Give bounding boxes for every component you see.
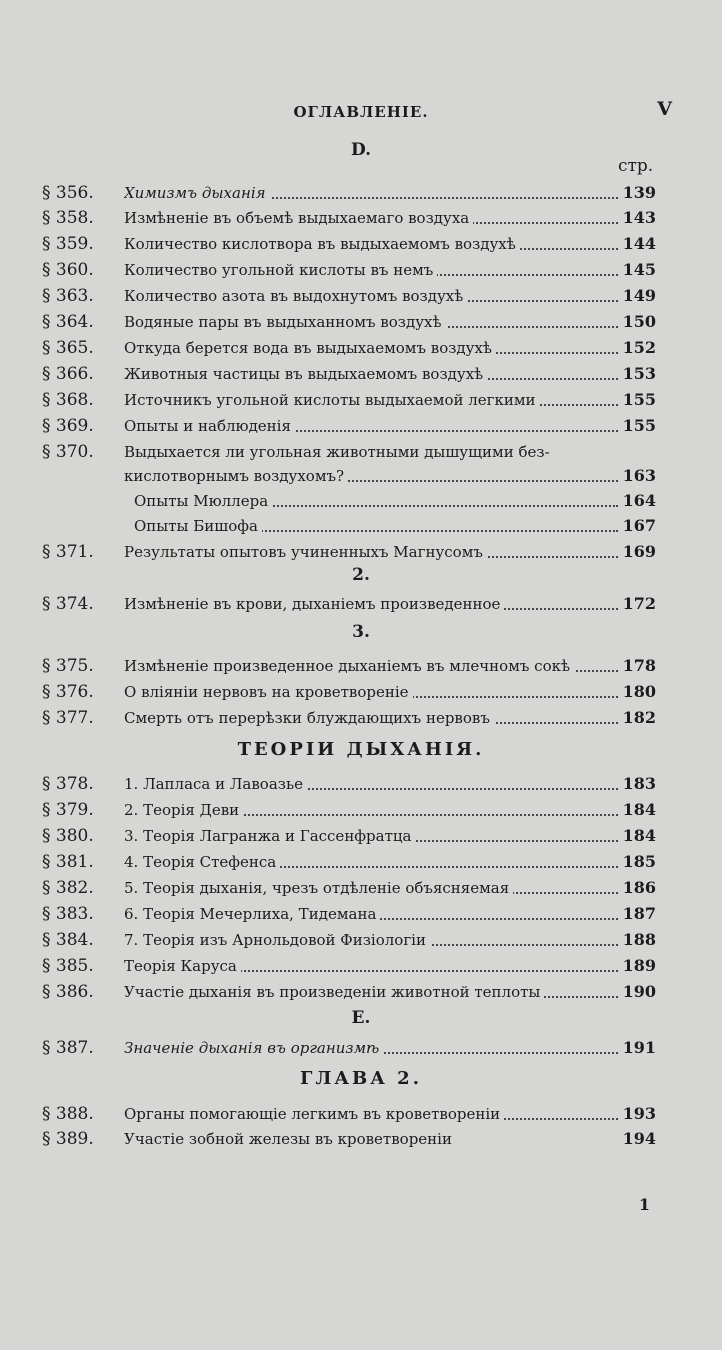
toc-row xyxy=(0,336,722,360)
entry-title: 6. Теорія Мечерлиха, Тидемана xyxy=(124,905,380,923)
entry-page: 193 xyxy=(622,1104,656,1123)
section-number: § 377. xyxy=(42,708,94,728)
section-heading-2: 2. xyxy=(352,565,370,585)
section-number: § 382. xyxy=(42,878,94,898)
toc-row xyxy=(0,706,722,730)
entry-page: 144 xyxy=(622,234,656,253)
entry-page: 190 xyxy=(622,982,656,1001)
toc-row xyxy=(0,980,722,1004)
entry-page: 155 xyxy=(622,390,656,409)
section-number: § 389. xyxy=(42,1129,94,1149)
toc-row xyxy=(0,206,722,230)
entry-title: 7. Теорія изъ Арнольдовой Физіологіи xyxy=(124,931,430,949)
entry-title: Опыты Мюллера xyxy=(134,492,272,510)
entry-page: 182 xyxy=(622,708,656,727)
entry-title: Количество угольной кислоты въ немъ xyxy=(124,261,437,279)
entry-page: 178 xyxy=(622,656,656,675)
entry-title: Количество кислотвора въ выдыхаемомъ воздухѣ xyxy=(124,235,520,253)
section-number: § 381. xyxy=(42,852,94,872)
section-number: § 388. xyxy=(42,1104,94,1124)
section-number: § 364. xyxy=(42,312,94,332)
toc-row xyxy=(0,232,722,256)
entry-title: Количество азота въ выдохнутомъ воздухѣ xyxy=(124,287,467,305)
section-number: § 363. xyxy=(42,286,94,306)
entry-title: Химизмъ дыханія xyxy=(124,184,270,202)
entry-title: Значеніе дыханія въ организмѣ xyxy=(124,1039,383,1057)
entry-page: 194 xyxy=(622,1129,656,1148)
entry-page: 183 xyxy=(622,774,656,793)
entry-title: Результаты опытовъ учиненныхъ Магнусомъ xyxy=(124,543,487,561)
entry-title: Теорія Каруса xyxy=(124,957,241,975)
toc-row xyxy=(0,414,722,438)
entry-title: Измѣненіе въ объемѣ выдыхаемаго воздуха xyxy=(124,209,473,227)
entry-page: 180 xyxy=(622,682,656,701)
entry-title: Опыты и наблюденія xyxy=(124,417,295,435)
signature-mark: 1 xyxy=(638,1195,650,1214)
section-heading-theories: ТЕОРІИ ДЫХАНІЯ. xyxy=(237,739,485,760)
entry-title: Органы помогающіе легкимъ въ кроветвореніи xyxy=(124,1105,504,1123)
toc-row xyxy=(0,1127,722,1151)
entry-title: кислотворнымъ воздухомъ? xyxy=(124,467,348,485)
section-number: § 358. xyxy=(42,208,94,228)
toc-row xyxy=(0,362,722,386)
toc-row xyxy=(0,284,722,308)
toc-row xyxy=(0,654,722,678)
section-heading-3: 3. xyxy=(352,622,370,642)
section-number: § 378. xyxy=(42,774,94,794)
toc-row xyxy=(0,876,722,900)
entry-title: 2. Теорія Деви xyxy=(124,801,243,819)
toc-row xyxy=(0,514,722,538)
entry-title: Животныя частицы въ выдыхаемомъ воздухѣ xyxy=(124,365,487,383)
toc-row xyxy=(0,440,722,464)
section-number: § 371. xyxy=(42,542,94,562)
section-number: § 376. xyxy=(42,682,94,702)
entry-title: 5. Теорія дыханія, чрезъ отдѣленіе объясняемая xyxy=(124,879,513,897)
entry-page: 189 xyxy=(622,956,656,975)
entry-page: 186 xyxy=(622,878,656,897)
section-number: § 375. xyxy=(42,656,94,676)
entry-title: Смерть отъ перерѣзки блуждающихъ нервовъ xyxy=(124,709,494,727)
entry-title: Водяные пары въ выдыханномъ воздухѣ xyxy=(124,313,446,331)
toc-row xyxy=(0,540,722,564)
column-label-page: стр. xyxy=(618,156,654,176)
entry-page: 143 xyxy=(622,208,656,227)
entry-page: 172 xyxy=(622,594,656,613)
section-number: § 369. xyxy=(42,416,94,436)
entry-page: 187 xyxy=(622,904,656,923)
section-heading-e: E. xyxy=(351,1008,371,1028)
section-number: § 387. xyxy=(42,1038,94,1058)
page-title: ОГЛАВЛЕНІЕ. xyxy=(293,103,429,121)
chapter-heading: ГЛАВА 2. xyxy=(300,1068,422,1089)
section-number: § 370. xyxy=(42,442,94,462)
section-number: § 386. xyxy=(42,982,94,1002)
toc-row xyxy=(0,310,722,334)
entry-page: 149 xyxy=(622,286,656,305)
entry-title: Откуда берется вода въ выдыхаемомъ воздухѣ xyxy=(124,339,496,357)
toc-row xyxy=(0,824,722,848)
toc-row xyxy=(0,954,722,978)
toc-row xyxy=(0,258,722,282)
section-number: § 356. xyxy=(42,183,94,203)
entry-page: 184 xyxy=(622,826,656,845)
entry-title: Измѣненіе произведенное дыханіемъ въ млечномъ сокѣ xyxy=(124,657,574,675)
toc-row xyxy=(0,592,722,616)
entry-page: 139 xyxy=(622,183,656,202)
entry-page: 188 xyxy=(622,930,656,949)
section-number: § 379. xyxy=(42,800,94,820)
toc-row xyxy=(0,388,722,412)
entry-page: 155 xyxy=(622,416,656,435)
section-number: § 365. xyxy=(42,338,94,358)
entry-page: 184 xyxy=(622,800,656,819)
entry-title: Участіе зобной железы въ кроветвореніи xyxy=(124,1130,456,1148)
entry-title: 4. Теорія Стефенса xyxy=(124,853,280,871)
toc-row xyxy=(0,1036,722,1060)
entry-page: 152 xyxy=(622,338,656,357)
toc-row xyxy=(0,850,722,874)
section-heading-d: D. xyxy=(350,140,372,160)
entry-page: 164 xyxy=(622,491,656,510)
section-number: § 385. xyxy=(42,956,94,976)
section-number: § 359. xyxy=(42,234,94,254)
entry-title: 1. Лапласа и Лавоазье xyxy=(124,775,307,793)
toc-row xyxy=(0,464,722,488)
entry-page: 185 xyxy=(622,852,656,871)
section-number: § 374. xyxy=(42,594,94,614)
section-number: § 368. xyxy=(42,390,94,410)
toc-row xyxy=(0,798,722,822)
toc-row xyxy=(0,1102,722,1126)
entry-title: О вліяніи нервовъ на кроветвореніе xyxy=(124,683,413,701)
section-number: § 366. xyxy=(42,364,94,384)
toc-row xyxy=(0,902,722,926)
entry-title: 3. Теорія Лагранжа и Гассенфратца xyxy=(124,827,415,845)
entry-title: Опыты Бишофа xyxy=(134,517,262,535)
toc-row xyxy=(0,489,722,513)
toc-row xyxy=(0,680,722,704)
section-number: § 383. xyxy=(42,904,94,924)
toc-row xyxy=(0,928,722,952)
entry-page: 153 xyxy=(622,364,656,383)
section-number: § 360. xyxy=(42,260,94,280)
entry-page: 167 xyxy=(622,516,656,535)
entry-page: 191 xyxy=(622,1038,656,1057)
entry-title: Выдыхается ли угольная животными дышущими без- xyxy=(124,443,554,461)
toc-row xyxy=(0,181,722,205)
entry-title: Участіе дыханія въ произведеніи животной теплоты xyxy=(124,983,544,1001)
entry-title: Измѣненіе въ крови, дыханіемъ произведенное xyxy=(124,595,504,613)
entry-page: 145 xyxy=(622,260,656,279)
entry-page: 150 xyxy=(622,312,656,331)
section-number: § 380. xyxy=(42,826,94,846)
entry-page: 169 xyxy=(622,542,656,561)
entry-page: 163 xyxy=(622,466,656,485)
toc-row xyxy=(0,772,722,796)
page-number: V xyxy=(657,98,672,120)
section-number: § 384. xyxy=(42,930,94,950)
entry-title: Источникъ угольной кислоты выдыхаемой легкими xyxy=(124,391,540,409)
